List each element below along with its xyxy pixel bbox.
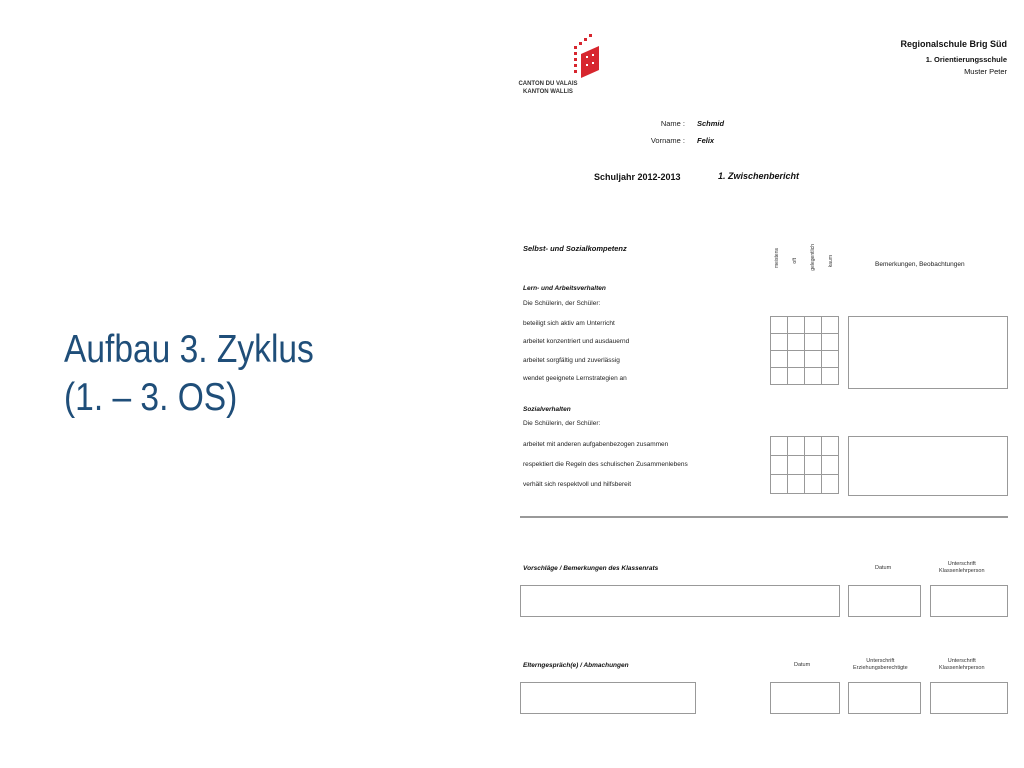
parents-teacher-sign-box: [930, 682, 1008, 714]
name-label: Name :: [660, 119, 685, 128]
parents-date-label: Datum: [794, 662, 811, 668]
council-sign-label: Unterschrift Klassenlehrperson: [939, 561, 985, 574]
school-year: Schuljahr 2012-2013: [594, 172, 681, 182]
school-sub: 1. Orientierungsschule: [925, 55, 1007, 64]
competence-heading: Selbst- und Sozialkompetenz: [523, 244, 627, 253]
social-item: verhält sich respektvoll und hilfsbereit: [523, 481, 632, 488]
social-rating-grid: [770, 436, 839, 494]
canton-logo-icon: [561, 32, 603, 78]
teacher-name: Muster Peter: [964, 67, 1007, 76]
parents-teacher-sign-label: Unterschrift Klassenlehrperson: [939, 658, 985, 671]
council-date-box: [848, 585, 921, 617]
parents-date-box: [770, 682, 840, 714]
slide-title-line2: (1. – 3. OS): [64, 376, 238, 419]
council-remarks-box: [520, 585, 840, 617]
council-date-label: Datum: [875, 565, 892, 571]
firstname-value: Felix: [697, 136, 715, 145]
learning-intro: Die Schülerin, der Schüler:: [523, 300, 601, 307]
social-intro: Die Schülerin, der Schüler:: [523, 420, 601, 427]
name-value: Schmid: [697, 119, 725, 128]
remarks-heading: Bemerkungen, Beobachtungen: [875, 261, 965, 268]
section-divider: [520, 516, 1008, 518]
slide-title-line1: Aufbau 3. Zyklus: [64, 328, 314, 371]
council-sign-box: [930, 585, 1008, 617]
learning-rating-grid: [770, 316, 839, 385]
rating-col-4: kaum: [828, 255, 834, 268]
report-type: 1. Zwischenbericht: [718, 171, 800, 181]
parents-guardian-sign-label: Unterschrift Erziehungsberechtigte: [853, 658, 908, 671]
parents-remarks-box: [520, 682, 696, 714]
learning-heading: Lern- und Arbeitsverhalten: [523, 285, 606, 292]
social-item: arbeitet mit anderen aufgabenbezogen zusammen: [523, 441, 669, 448]
learning-item: wendet geeignete Lernstrategien an: [523, 375, 627, 382]
canton-name: CANTON DU VALAIS KANTON WALLIS: [518, 81, 578, 95]
rating-col-1: meistens: [774, 248, 780, 269]
rating-col-2: oft: [792, 258, 798, 264]
rating-col-3: gelegentlich: [810, 244, 816, 271]
learning-remarks-box: [848, 316, 1008, 389]
learning-item: arbeitet konzentriert und ausdauernd: [523, 338, 630, 345]
learning-item: arbeitet sorgfältig und zuverlässig: [523, 357, 620, 364]
social-heading: Sozialverhalten: [523, 406, 571, 413]
school-name: Regionalschule Brig Süd: [900, 39, 1007, 49]
report-form-image: [505, 20, 1015, 750]
social-remarks-box: [848, 436, 1008, 496]
parents-heading: Elterngespräch(e) / Abmachungen: [523, 662, 629, 669]
firstname-label: Vorname :: [650, 136, 685, 145]
council-heading: Vorschläge / Bemerkungen des Klassenrats: [523, 565, 659, 572]
social-item: respektiert die Regeln des schulischen Zusammenlebens: [523, 461, 688, 468]
slide-title: [64, 326, 408, 422]
parents-guardian-sign-box: [848, 682, 921, 714]
learning-item: beteiligt sich aktiv am Unterricht: [523, 320, 615, 327]
